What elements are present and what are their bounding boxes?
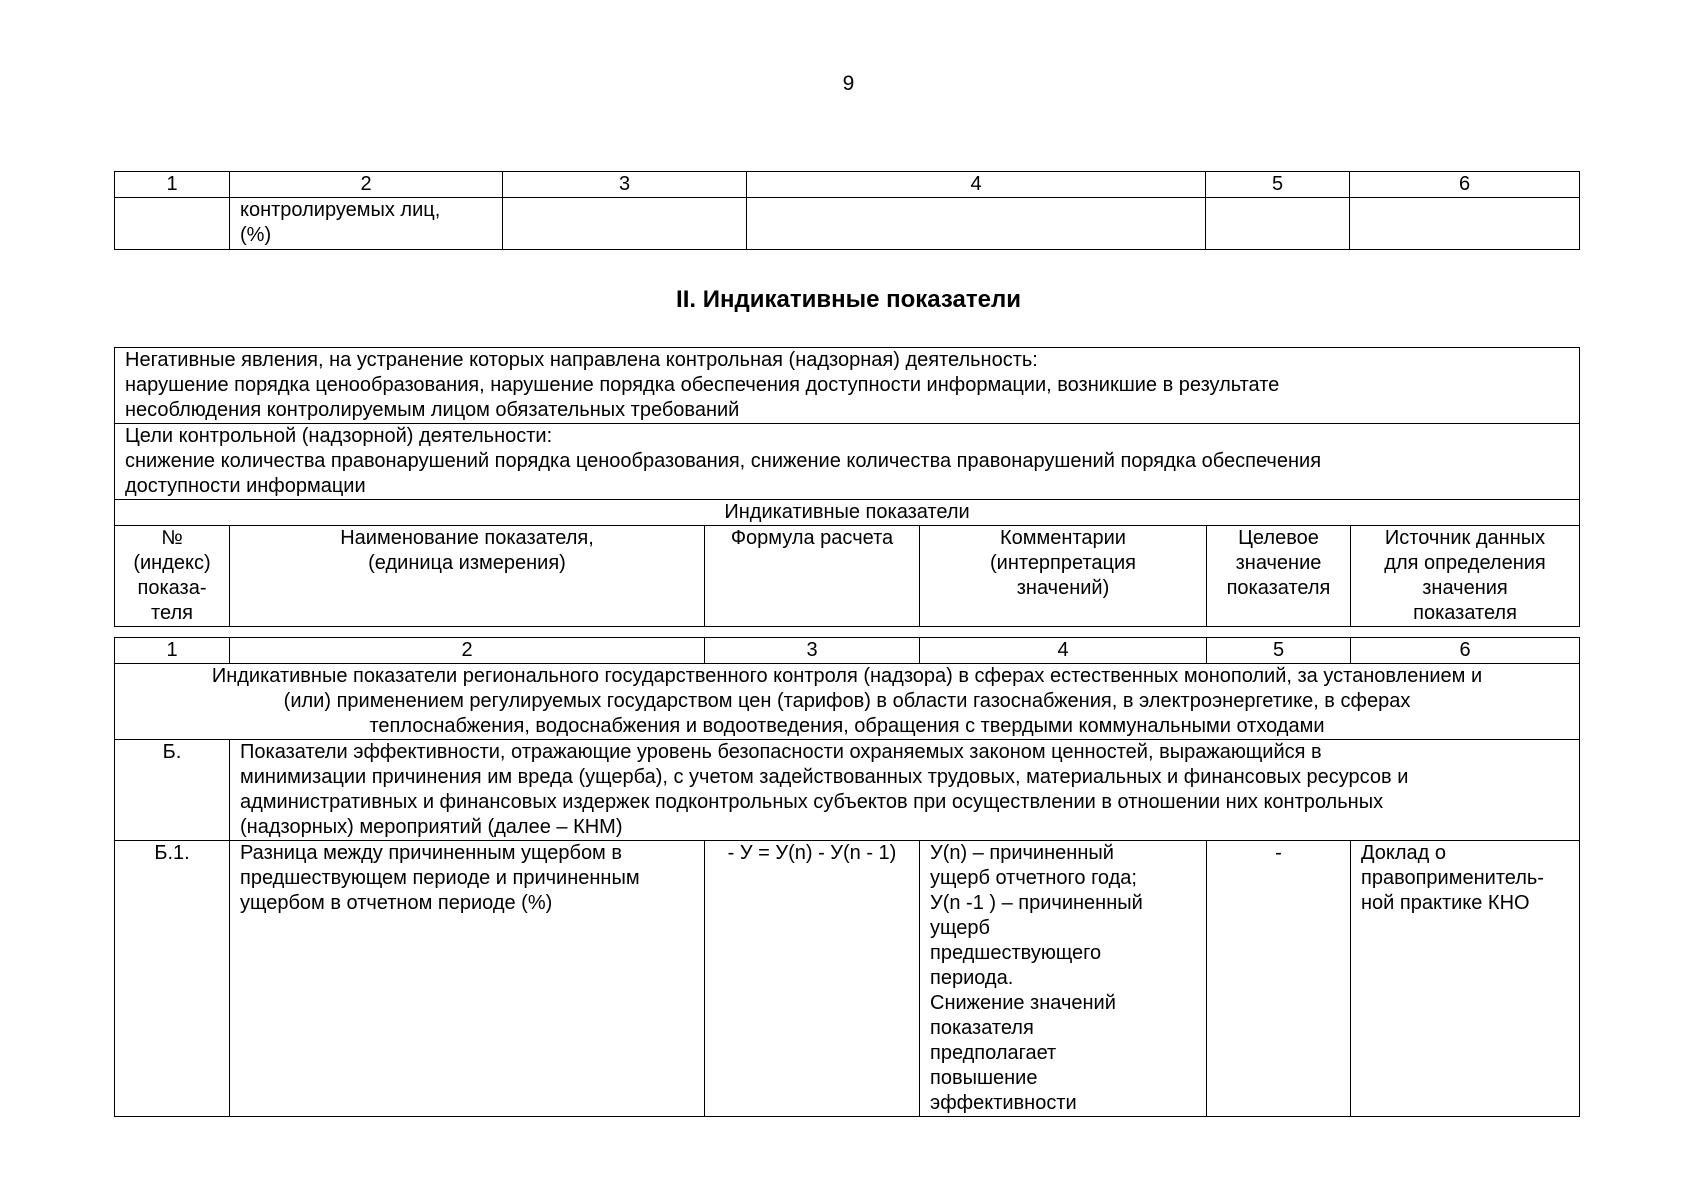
header-line: № (161, 527, 183, 549)
comment-line: ущерб отчетного года; (930, 867, 1137, 889)
source-line: Доклад о (1361, 842, 1447, 864)
header-line: теля (151, 602, 193, 624)
indicator-name-cell (230, 198, 503, 250)
indicator-name-cell (230, 841, 705, 1117)
table-row (115, 198, 1580, 250)
section-b-line: минимизации причинения им вреда (ущерба), с учетом задействованных трудовых, материальных и финансовых ресурсов и (240, 766, 1409, 788)
regional-block-line: теплоснабжения, водоснабжения и водоотведения, обращения с твердыми коммунальными отходами (369, 715, 1325, 737)
target-cell (1206, 198, 1350, 250)
header-line: (индекс) (133, 552, 211, 574)
column-number-row (115, 172, 1580, 198)
header-line: Наименование показателя, (340, 527, 594, 549)
index-cell (115, 198, 230, 250)
regional-block-line: Индикативные показатели регионального государственного контроля (надзора) в сферах естественных монополий, за установлением и (211, 665, 1483, 687)
indicators-heading-row (115, 500, 1580, 526)
goals-row (115, 424, 1580, 500)
column-number: 5 (1206, 172, 1350, 198)
regional-block-line: (или) применением регулируемых государством цен (тарифов) в области газоснабжения, в электроэнергетике, в сферах (283, 690, 1411, 712)
negative-phenomena-label: Негативные явления, на устранение которых направлена контрольная (надзорная) деятельность: (125, 349, 1038, 371)
section-b-index: Б. (115, 740, 230, 841)
column-number: 4 (747, 172, 1206, 198)
source-cell (1351, 841, 1580, 1117)
source-line: правоприменитель- (1361, 867, 1544, 889)
indicator-name-line: (%) (240, 224, 272, 246)
section-b-line: Показатели эффективности, отражающие уровень безопасности охраняемых законом ценностей, выражающийся в (240, 741, 1322, 763)
continuation-table (114, 171, 1580, 250)
column-number: 4 (920, 638, 1207, 664)
goals-text: доступности информации (125, 475, 366, 497)
comment-line: предполагает (930, 1042, 1057, 1064)
indicators-heading: Индикативные показатели (115, 500, 1580, 526)
column-number: 1 (115, 172, 230, 198)
column-number: 5 (1207, 638, 1351, 664)
indicator-name-line: предшествующем периоде и причиненным (240, 867, 640, 889)
comment-line: повышение (930, 1067, 1038, 1089)
negative-phenomena-text: несоблюдения контролируемым лицом обязательных требований (125, 399, 740, 421)
header-source (1351, 526, 1580, 627)
header-comment (920, 526, 1207, 627)
indicator-name-line: ущербом в отчетном периоде (%) (240, 892, 553, 914)
indicator-name-line: Разница между причиненным ущербом в (240, 842, 622, 864)
header-line: значение (1235, 552, 1322, 574)
header-row (115, 526, 1580, 627)
column-number: 3 (503, 172, 747, 198)
page-number: 9 (842, 72, 855, 95)
comment-line: У(n) – причиненный (930, 842, 1114, 864)
comment-line: эффективности (930, 1092, 1077, 1114)
header-line: показа- (137, 577, 207, 599)
negative-phenomena-text: нарушение порядка ценообразования, нарушение порядка обеспечения доступности информации, возникшие в результате (125, 374, 1280, 396)
comment-line: ущерб (930, 917, 990, 939)
header-line: значений) (1016, 577, 1110, 599)
goals-text: снижение количества правонарушений порядка ценообразования, снижение количества правонарушений порядка обеспечения (125, 450, 1322, 472)
section-b-description (230, 740, 1580, 841)
header-line: значения (1422, 577, 1508, 599)
header-line: для определения (1384, 552, 1546, 574)
index-cell: Б.1. (115, 841, 230, 1117)
table-row (115, 841, 1580, 1117)
source-line: ной практике КНО (1361, 892, 1530, 914)
header-line: показателя (1226, 577, 1331, 599)
negative-phenomena-row (115, 348, 1580, 424)
header-line: Формула расчета (730, 527, 894, 549)
header-name (230, 526, 705, 627)
section-b-line: административных и финансовых издержек подконтрольных субъектов при осуществлении в отношении них контрольных (240, 791, 1384, 813)
section-b-line: (надзорных) мероприятий (далее – КНМ) (240, 816, 623, 838)
comment-line: периода. (930, 967, 1014, 989)
comment-cell (747, 198, 1206, 250)
header-line: (интерпретация (990, 552, 1136, 574)
source-cell (1350, 198, 1580, 250)
formula-cell: - У = У(n) - У(n - 1) (705, 841, 920, 1117)
header-line: Целевое (1238, 527, 1319, 549)
goals-label: Цели контрольной (надзорной) деятельности: (125, 425, 553, 447)
comment-line: Снижение значений (930, 992, 1116, 1014)
header-line: (единица измерения) (368, 552, 566, 574)
regional-block-row (115, 664, 1580, 740)
regional-block-cell (115, 664, 1580, 740)
column-number: 2 (230, 638, 705, 664)
header-target (1207, 526, 1351, 627)
section-title: II. Индикативные показатели (676, 286, 1021, 313)
comment-line: показателя (930, 1017, 1034, 1039)
header-line: Источник данных (1384, 527, 1546, 549)
negative-phenomena-cell (115, 348, 1580, 424)
column-number: 3 (705, 638, 920, 664)
header-index (115, 526, 230, 627)
header-formula (705, 526, 920, 627)
column-number: 6 (1350, 172, 1580, 198)
target-cell: - (1207, 841, 1351, 1117)
indicators-table (114, 347, 1580, 627)
column-number: 6 (1351, 638, 1580, 664)
header-line: Комментарии (1000, 527, 1126, 549)
formula-cell (503, 198, 747, 250)
goals-cell (115, 424, 1580, 500)
comment-cell (920, 841, 1207, 1117)
indicators-body-table (114, 637, 1580, 1117)
column-number: 2 (230, 172, 503, 198)
section-b-row (115, 740, 1580, 841)
header-line: показателя (1413, 602, 1517, 624)
indicator-name-line: контролируемых лиц, (240, 199, 441, 221)
comment-line: предшествующего (930, 942, 1102, 964)
column-number: 1 (115, 638, 230, 664)
comment-line: У(n -1 ) – причиненный (930, 892, 1143, 914)
column-number-row (115, 638, 1580, 664)
